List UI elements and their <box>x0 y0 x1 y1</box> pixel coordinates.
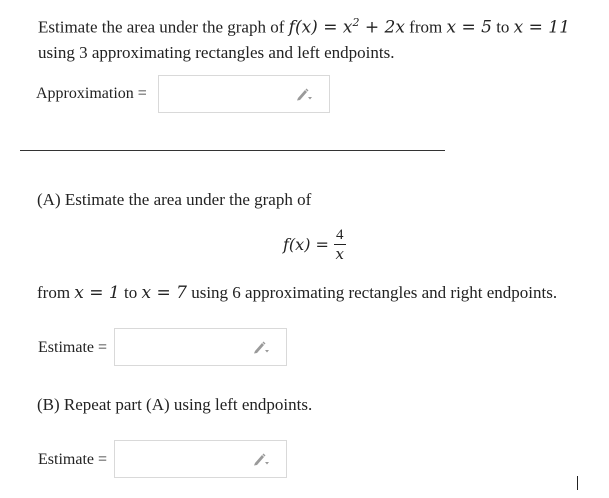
pencil-icon[interactable] <box>252 452 270 466</box>
formula-denominator: x <box>335 245 344 263</box>
estimate-a-label: Estimate = <box>38 339 108 356</box>
range-end-bound: x = 7 <box>141 283 187 303</box>
pencil-icon[interactable] <box>252 340 270 354</box>
range-from-text: from <box>37 283 75 302</box>
q1-text-from: from <box>404 17 447 37</box>
pencil-icon[interactable] <box>295 87 313 101</box>
q1-function-rest: + 2x <box>359 17 405 38</box>
question-1-line-2 <box>38 43 394 63</box>
estimate-b-label: Estimate = <box>38 451 108 468</box>
formula-fraction <box>334 226 346 263</box>
range-post-text: using 6 approximating rectangles and right endpoints. <box>186 283 558 302</box>
q1-text-to: to <box>491 17 514 37</box>
formula-lhs: f(x) = <box>283 235 329 254</box>
q1-start-bound: x = 5 <box>446 17 492 38</box>
part-a-intro: (A) Estimate the area under the graph of <box>37 190 312 209</box>
q1-text-pre: Estimate the area under the graph of <box>38 17 289 37</box>
q1-exponent: 2 <box>352 16 360 29</box>
q1-line2-post: approximating rectangles and left endpoints. <box>87 43 395 62</box>
approximation-label: Approximation = <box>36 85 147 102</box>
question-1-line-1 <box>38 16 570 38</box>
text-cursor <box>577 476 578 490</box>
q1-rectangle-count: 3 <box>79 43 88 62</box>
estimate-b-answer-box[interactable] <box>114 440 287 478</box>
q1-end-bound: x = 11 <box>513 17 570 38</box>
formula-numerator: 4 <box>336 227 344 243</box>
range-start-bound: x = 1 <box>74 283 120 303</box>
function-formula <box>283 226 346 263</box>
part-a-range <box>37 283 557 303</box>
q1-line2-pre: using <box>38 43 80 62</box>
q1-function: f(x) = x <box>288 17 353 38</box>
range-to-text: to <box>119 283 142 302</box>
estimate-a-answer-box[interactable] <box>114 328 287 366</box>
approximation-answer-box[interactable] <box>158 75 330 113</box>
part-b-intro: (B) Repeat part (A) using left endpoints. <box>37 395 313 414</box>
section-divider <box>20 150 445 151</box>
